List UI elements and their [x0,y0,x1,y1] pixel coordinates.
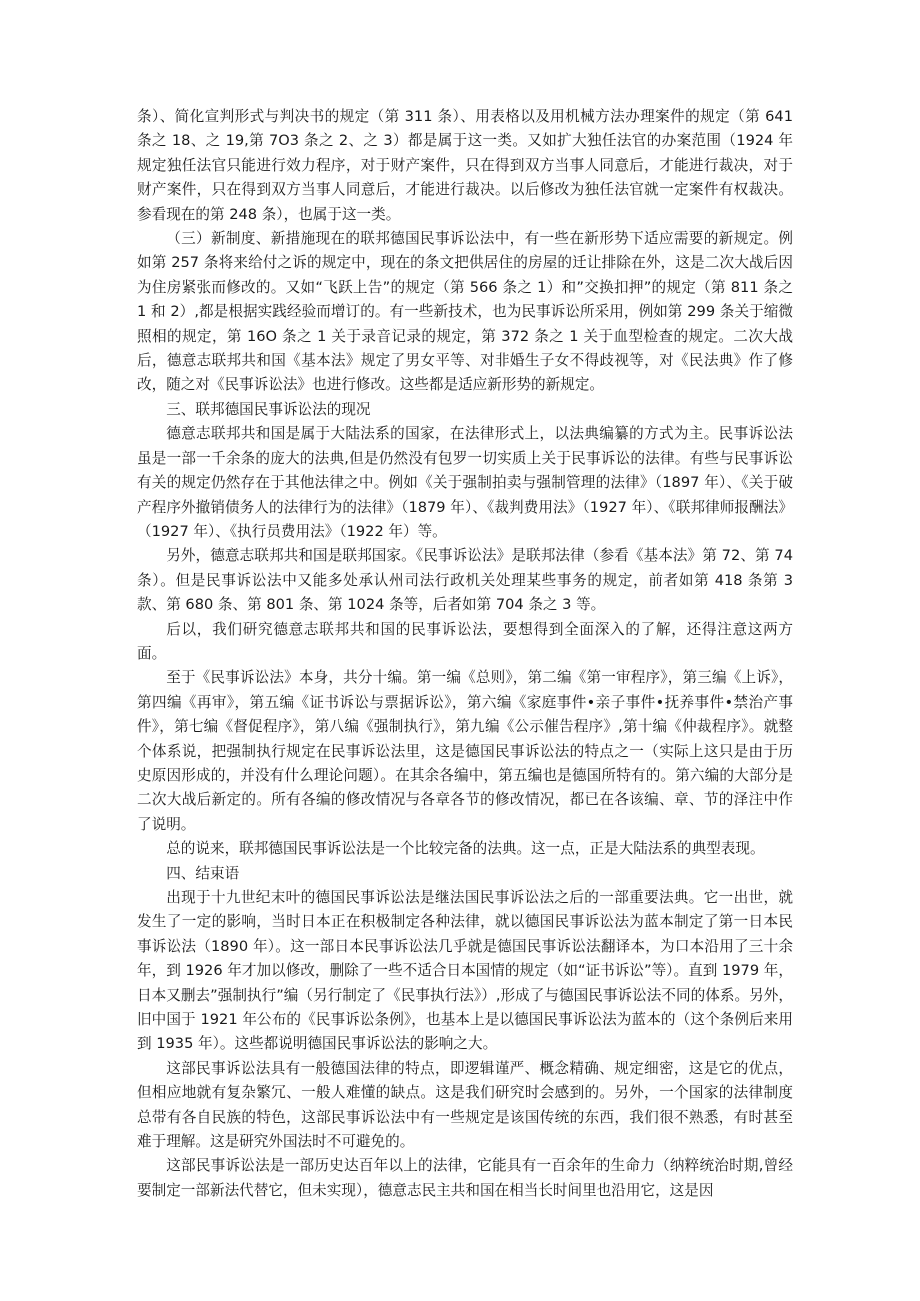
paragraph-new-systems: （三）新制度、新措施现在的联邦德国民事诉讼法中，有一些在新形势下适应需要的新规定。例如第 257 条将来给付之诉的规定中，现在的条文把供居住的房屋的迁让排除在外，这是二次大战后因为住房紧张而修改的。又如“飞跃上告”的规定（第 566 条之 1）和”交换扣押”的规定（第 811 条之 1 和 2）,都是根据实践经验而增订的。有一些新技术，也为民事诉讼所采用，例如第 299 条关于缩微照相的规定，第 16O 条之 1 关于录音记录的规定，第 372 条之 1 关于血型检查的规定。二次大战后，德意志联邦共和国《基本法》规定了男女平等、对非婚生子女不得歧视等，对《民法典》作了修改，随之对《民事诉讼法》也进行修改。这些都是适应新形势的新规定。 [137,230,793,394]
paragraph-two-aspects: 后以，我们研究德意志联邦共和国的民事诉讼法，要想得到全面深入的了解，还得注意这两方面。 [137,620,793,662]
section-heading-current-status: 三、联邦德国民事诉讼法的现况 [166,400,371,418]
paragraph-longevity: 这部民事诉讼法是一部历史达百年以上的法律，它能具有一百余年的生命力（纳粹统治时期,曾经要制定一部新法代替它，但未实现），德意志民主共和国在相当长时间里也沿用它，这是因 [137,1157,793,1199]
paragraph-federal-state: 另外，德意志联邦共和国是联邦国家。《民事诉讼法》是联邦法律（参看《基本法》第 72、第 74 条）。但是民事诉讼法中又能多处承认州司法行政机关处理某些事务的规定，前者如第 418 条第 3 款、第 680 条、第 801 条、第 1024 条等，后者如第 704 条之 3 等。 [137,547,793,614]
document-page [137,105,793,1203]
paragraph-ten-books: 至于《民事诉讼法》本身，共分十编。第一编《总则》，第二编《第一审程序》，第三编《上诉》，第四编《再审》，第五编《证书诉讼与票据诉讼》，第六编《家庭事件•亲子事件•抚养事件•禁治产事件》，第七编《督促程序》，第八编《强制执行》，第九编《公示催告程序》,第十编《仲裁程序》。就整个体系说，把强制执行规定在民事诉讼法里，这是德国民事诉讼法的特点之一（实际上这只是由于历史原因形成的，并没有什么理论问题）。在其余各编中，第五编也是德国所特有的。第六编的大部分是二次大战后新定的。所有各编的修改情况与各章各节的修改情况，都已在各该编、章、节的泽注中作了说明。 [137,669,793,833]
section-heading-conclusion: 四、结束语 [166,864,240,882]
paragraph-continuation: 条）、简化宣判形式与判决书的规定（第 311 条）、用表格以及用机械方法办理案件的规定（第 641 条之 18、之 19,第 7O3 条之 2、之 3）都是属于这一类。又如扩大独任法官的办案范围（1924 年规定独任法官只能进行效力程序，对于财产案件，只在得到双方当事人同意后，才能进行裁决，对于财产案件，只在得到双方当事人同意后，才能进行裁决。以后修改为独任法官就一定案件有权裁决。参看现在的第 248 条），也属于这一类。 [137,108,793,223]
paragraph-characteristics: 这部民事诉讼法具有一般德国法律的特点，即逻辑谨严、概念精确、规定细密，这是它的优点，但相应地就有复杂繁冗、一般人难懂的缺点。这是我们研究时会感到的。另外，一个国家的法律制度总带有各自民族的特色，这部民事诉讼法中有一些规定是该国传统的东西，我们很不熟悉，有时甚至难于理解。这是研究外国法时不可避免的。 [137,1059,793,1151]
paragraph-summary: 总的说来，联邦德国民事诉讼法是一个比较完备的法典。这一点，正是大陆法系的典型表现。 [166,840,765,858]
paragraph-civil-law-system: 德意志联邦共和国是属于大陆法系的国家，在法律形式上，以法典编纂的方式为主。民事诉讼法虽是一部一千余条的庞大的法典,但是仍然没有包罗一切实质上关于民事诉讼的法律。有些与民事诉讼有关的规定仍然存在于其他法律之中。例如《关于强制拍卖与强制管理的法律》（1897 年）、《关于破产程序外撤销债务人的法律行为的法律》（1879 年）、《裁判费用法》（1927 年）、《联邦律师报酬法》（1927 年）、《执行员费用法》（1922 年）等。 [137,425,793,540]
paragraph-influence: 出现于十九世纪末叶的德国民事诉讼法是继法国民事诉讼法之后的一部重要法典。它一出世，就发生了一定的影响，当时日本正在积极制定各种法律，就以德国民事诉讼法为蓝本制定了第一日本民事诉讼法（1890 年）。这一部日本民事诉讼法几乎就是德国民事诉讼法翻译本，为口本沿用了三十余年，到 1926 年才加以修改，删除了一些不适合日本国情的规定（如“证书诉讼”等）。直到 1979 年，日本又删去”强制执行”编（另行制定了《民事执行法》）,形成了与德国民事诉讼法不同的体系。另外，旧中国于 1921 年公布的《民事诉讼条例》，也基本上是以德国民事诉讼法为蓝本的（这个条例后来用到 1935 年）。这些都说明德国民事诉讼法的影响之大。 [137,889,793,1053]
